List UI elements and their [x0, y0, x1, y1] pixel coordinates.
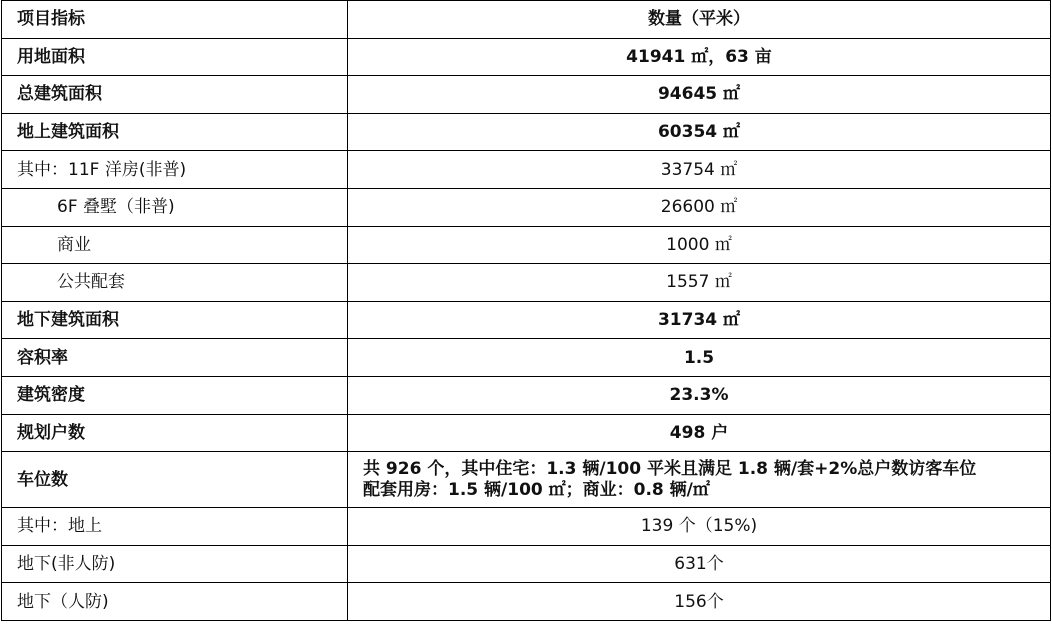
- table-row: [2, 583, 1051, 621]
- table-row: [2, 414, 1051, 452]
- row-value: 33754 ㎡: [348, 151, 1051, 189]
- table-row: [2, 226, 1051, 264]
- row-value: 1557 ㎡: [348, 264, 1051, 302]
- table-row: [2, 376, 1051, 414]
- row-label: 其中：11F 洋房(非普): [2, 151, 348, 189]
- row-value: 31734 ㎡: [348, 301, 1051, 339]
- row-value: 139 个（15%): [348, 508, 1051, 546]
- row-label: 6F 叠墅（非普): [2, 188, 348, 226]
- parking-value-line-2: 配套用房：1.5 辆/100 ㎡；商业：0.8 辆/㎡: [363, 479, 710, 500]
- row-label: 地下(非人防): [2, 545, 348, 583]
- table-row: [2, 38, 1051, 76]
- header-quantity: 数量（平米）: [348, 1, 1051, 39]
- row-value: 1.5: [348, 339, 1051, 377]
- table-row: [2, 151, 1051, 189]
- table-row: [2, 76, 1051, 114]
- row-label: 规划户数: [2, 414, 348, 452]
- project-indicator-table: [1, 0, 1051, 621]
- row-value: 631个: [348, 545, 1051, 583]
- table-row: [2, 452, 1051, 508]
- row-label: 地上建筑面积: [2, 113, 348, 151]
- row-label: 用地面积: [2, 38, 348, 76]
- row-value: 498 户: [348, 414, 1051, 452]
- table-row: [2, 339, 1051, 377]
- row-value: 94645 ㎡: [348, 76, 1051, 114]
- table-row: [2, 188, 1051, 226]
- table-row: [2, 301, 1051, 339]
- row-label: 容积率: [2, 339, 348, 377]
- row-label: 总建筑面积: [2, 76, 348, 114]
- row-value-multiline: [348, 452, 1051, 508]
- row-label: 建筑密度: [2, 376, 348, 414]
- row-label: 商业: [2, 226, 348, 264]
- header-indicator: 项目指标: [2, 1, 348, 39]
- row-value: 60354 ㎡: [348, 113, 1051, 151]
- table-row: [2, 264, 1051, 302]
- row-value: 26600 ㎡: [348, 188, 1051, 226]
- parking-value-line-1: 共 926 个，其中住宅：1.3 辆/100 平米且满足 1.8 辆/套+2%总户数访客车位: [363, 458, 977, 479]
- row-label: 公共配套: [2, 264, 348, 302]
- row-value: 23.3%: [348, 376, 1051, 414]
- row-label: 地下（人防): [2, 583, 348, 621]
- table-row: [2, 508, 1051, 546]
- row-value: 41941 ㎡，63 亩: [348, 38, 1051, 76]
- table-row: [2, 545, 1051, 583]
- row-value: 156个: [348, 583, 1051, 621]
- row-value: 1000 ㎡: [348, 226, 1051, 264]
- table-header-row: [2, 1, 1051, 39]
- row-label: 车位数: [2, 452, 348, 508]
- table-row: [2, 113, 1051, 151]
- row-label: 其中：地上: [2, 508, 348, 546]
- row-label: 地下建筑面积: [2, 301, 348, 339]
